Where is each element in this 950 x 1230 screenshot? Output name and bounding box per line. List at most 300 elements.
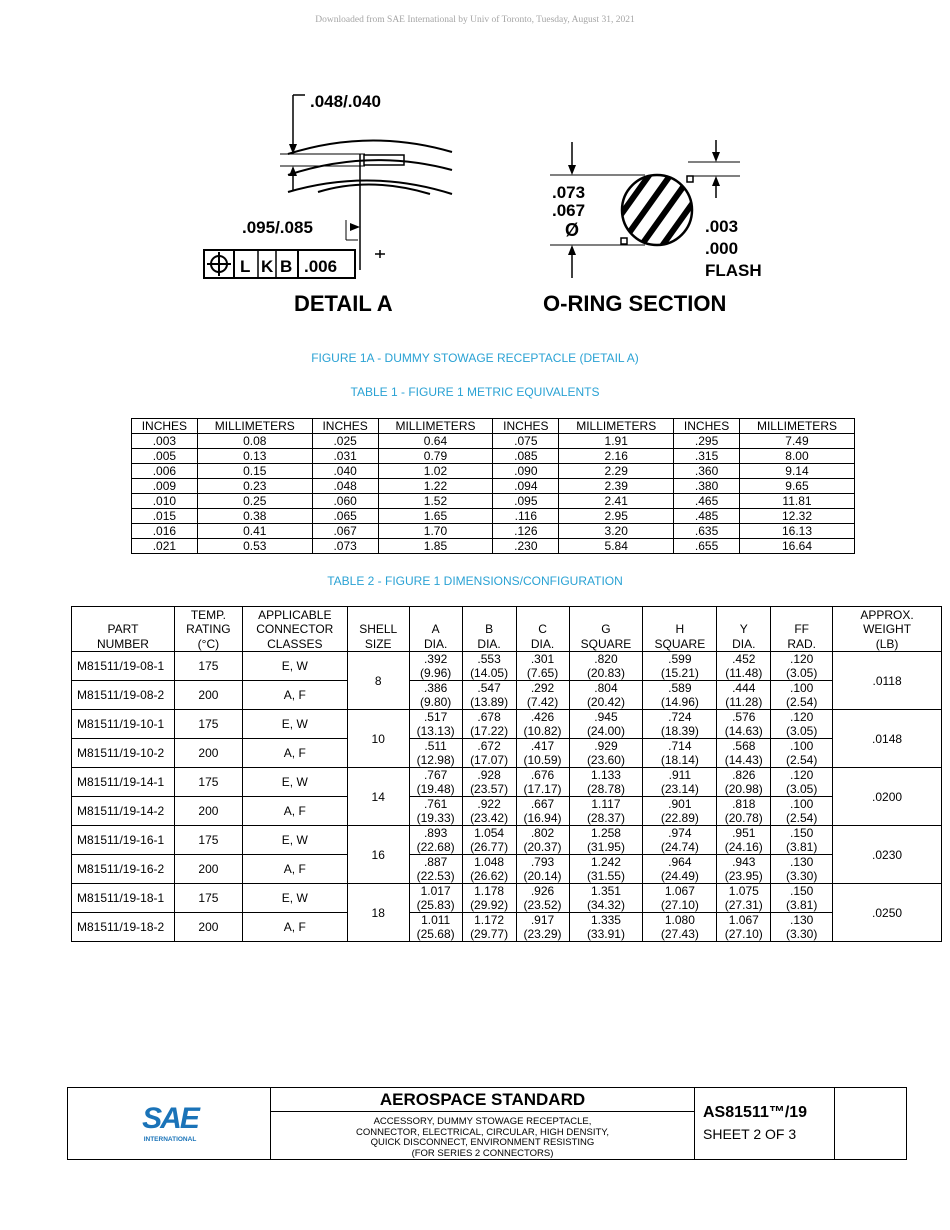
dimension-inches: 1.048 bbox=[474, 855, 505, 869]
table-cell: .116 bbox=[493, 509, 559, 524]
dimension-inches: .426 bbox=[530, 710, 555, 724]
dimension-mm: (17.17) bbox=[523, 782, 562, 796]
table-cell: .003 bbox=[132, 434, 198, 449]
dimension-mm: (26.62) bbox=[470, 869, 509, 883]
header-line: DIA. bbox=[423, 636, 448, 651]
dimension-mm: (3.05) bbox=[786, 782, 818, 796]
table-row bbox=[72, 710, 942, 739]
description-line: (FOR SERIES 2 CONNECTORS) bbox=[411, 1147, 554, 1159]
table-row bbox=[72, 826, 942, 855]
dimension-cell bbox=[409, 768, 462, 797]
fcf-datum-l: L bbox=[240, 257, 251, 276]
part-number-cell: M81511/19-16-2 bbox=[72, 855, 175, 884]
dimension-mm: (17.07) bbox=[470, 753, 509, 767]
oring-flash-label: FLASH bbox=[705, 261, 762, 280]
column-header bbox=[347, 607, 409, 652]
column-header: MILLIMETERS bbox=[739, 419, 854, 434]
dimension-mm: (23.57) bbox=[470, 782, 509, 796]
part-number-cell: M81511/19-14-2 bbox=[72, 797, 175, 826]
part-number-cell: M81511/19-18-2 bbox=[72, 913, 175, 942]
dimension-cell bbox=[771, 913, 833, 942]
column-header bbox=[833, 607, 942, 652]
dimension-inches: .667 bbox=[530, 797, 555, 811]
column-header bbox=[771, 607, 833, 652]
temp-rating-cell: 200 bbox=[174, 681, 242, 710]
header-line: APPLICABLE bbox=[258, 607, 332, 622]
sae-logo-subtext: INTERNATIONAL bbox=[143, 1136, 197, 1143]
dimension-inches: .893 bbox=[423, 826, 448, 840]
table-cell: 1.02 bbox=[378, 464, 493, 479]
dimension-mm: (25.68) bbox=[416, 927, 455, 941]
dimension-mm: (3.81) bbox=[786, 840, 818, 854]
dimension-cell bbox=[771, 797, 833, 826]
table-cell: .095 bbox=[493, 494, 559, 509]
table-cell: 3.20 bbox=[559, 524, 674, 539]
dimension-inches: .928 bbox=[477, 768, 501, 782]
connector-classes-cell: E, W bbox=[242, 652, 347, 681]
temp-rating-cell: 175 bbox=[174, 884, 242, 913]
dimension-mm: (28.37) bbox=[586, 811, 625, 825]
dimension-mm: (13.13) bbox=[416, 724, 455, 738]
table-row bbox=[72, 768, 942, 797]
table-cell: .040 bbox=[312, 464, 378, 479]
dimension-mm: (2.54) bbox=[786, 753, 818, 767]
table-cell: 1.91 bbox=[559, 434, 674, 449]
header-line: A bbox=[431, 622, 440, 636]
dim-top-label: .048/.040 bbox=[310, 92, 381, 111]
dimension-cell bbox=[516, 652, 569, 681]
dimension-mm: (34.32) bbox=[586, 898, 625, 912]
dimension-mm: (24.74) bbox=[660, 840, 699, 854]
table-cell: .315 bbox=[674, 449, 740, 464]
dimension-inches: .974 bbox=[668, 826, 692, 840]
header-line: G bbox=[601, 622, 611, 636]
weight-cell: .0200 bbox=[833, 768, 942, 826]
table-cell: 0.53 bbox=[197, 539, 312, 554]
dimension-mm: (23.52) bbox=[523, 898, 562, 912]
table-row bbox=[72, 652, 942, 681]
dimension-cell bbox=[462, 739, 516, 768]
dimension-inches: .826 bbox=[732, 768, 756, 782]
dimension-inches: .802 bbox=[530, 826, 555, 840]
table-cell: 0.15 bbox=[197, 464, 312, 479]
dimension-inches: .444 bbox=[732, 681, 756, 695]
table-cell: .655 bbox=[674, 539, 740, 554]
table-row bbox=[72, 884, 942, 913]
dimension-cell bbox=[569, 768, 643, 797]
dimension-inches: .120 bbox=[790, 710, 814, 724]
dimension-cell bbox=[462, 768, 516, 797]
part-number-cell: M81511/19-08-2 bbox=[72, 681, 175, 710]
table-row bbox=[72, 913, 942, 942]
dimension-inches: 1.133 bbox=[590, 768, 621, 782]
dimension-mm: (3.30) bbox=[786, 869, 818, 883]
part-number-cell: M81511/19-14-1 bbox=[72, 768, 175, 797]
table-cell: .073 bbox=[312, 539, 378, 554]
temp-rating-cell: 200 bbox=[174, 855, 242, 884]
dimension-cell bbox=[771, 739, 833, 768]
dimension-cell bbox=[462, 913, 516, 942]
dimension-cell bbox=[569, 855, 643, 884]
dimension-inches: .818 bbox=[732, 797, 756, 811]
header-line: SQUARE bbox=[580, 636, 632, 651]
part-number-cell: M81511/19-10-1 bbox=[72, 710, 175, 739]
dimension-cell bbox=[643, 710, 717, 739]
part-number-cell: M81511/19-16-1 bbox=[72, 826, 175, 855]
dimension-mm: (17.22) bbox=[470, 724, 509, 738]
dimension-inches: .676 bbox=[530, 768, 555, 782]
dimension-cell bbox=[643, 826, 717, 855]
table-cell: 2.16 bbox=[559, 449, 674, 464]
connector-classes-cell: A, F bbox=[242, 739, 347, 768]
header-line: DIA. bbox=[732, 636, 756, 651]
dimension-cell bbox=[771, 710, 833, 739]
dimension-cell bbox=[717, 652, 771, 681]
description-line: CONNECTOR, ELECTRICAL, CIRCULAR, HIGH DENSITY, bbox=[355, 1126, 610, 1138]
dimension-mm: (27.43) bbox=[660, 927, 699, 941]
column-header: INCHES bbox=[312, 419, 378, 434]
table-cell: 16.13 bbox=[739, 524, 854, 539]
dimension-mm: (10.59) bbox=[523, 753, 562, 767]
dimension-mm: (22.68) bbox=[416, 840, 455, 854]
header-line: CONNECTOR bbox=[256, 622, 334, 636]
dimension-inches: .911 bbox=[668, 768, 692, 782]
dimension-mm: (14.05) bbox=[470, 666, 509, 680]
dimension-inches: 1.117 bbox=[591, 797, 621, 811]
dimension-mm: (11.28) bbox=[725, 695, 763, 709]
arrow-head bbox=[712, 176, 720, 186]
dimension-mm: (27.10) bbox=[660, 898, 699, 912]
dimension-mm: (14.43) bbox=[724, 753, 763, 767]
column-header bbox=[462, 607, 516, 652]
header-line: Y bbox=[739, 622, 748, 636]
dimension-inches: .517 bbox=[423, 710, 448, 724]
dimension-mm: (10.82) bbox=[523, 724, 562, 738]
dimension-cell bbox=[409, 797, 462, 826]
table-row bbox=[132, 524, 855, 539]
dimension-inches: .714 bbox=[668, 739, 692, 753]
dimension-cell bbox=[516, 797, 569, 826]
arrow-head bbox=[289, 166, 297, 176]
dimension-inches: .120 bbox=[790, 768, 814, 782]
dimension-inches: 1.335 bbox=[590, 913, 621, 927]
temp-rating-cell: 200 bbox=[174, 797, 242, 826]
header-line: RATING bbox=[186, 622, 231, 636]
feature-control-frame bbox=[204, 250, 355, 278]
dimension-mm: (20.98) bbox=[724, 782, 763, 796]
header-line: DIA. bbox=[530, 636, 555, 651]
table-cell: .025 bbox=[312, 434, 378, 449]
dimension-cell bbox=[717, 913, 771, 942]
table-cell: 0.23 bbox=[197, 479, 312, 494]
dimension-inches: .767 bbox=[423, 768, 448, 782]
dimension-cell bbox=[409, 652, 462, 681]
table-cell: .021 bbox=[132, 539, 198, 554]
dimension-inches: .568 bbox=[732, 739, 756, 753]
dimension-cell bbox=[409, 855, 462, 884]
connector-classes-cell: E, W bbox=[242, 826, 347, 855]
temp-rating-cell: 200 bbox=[174, 913, 242, 942]
download-notice: Downloaded from SAE International by Univ of Toronto, Tuesday, August 31, 2021 bbox=[315, 15, 635, 25]
dimension-inches: 1.258 bbox=[590, 826, 621, 840]
dimension-inches: .761 bbox=[423, 797, 448, 811]
dimension-cell bbox=[569, 681, 643, 710]
table-cell: 0.13 bbox=[197, 449, 312, 464]
dimension-inches: .301 bbox=[530, 652, 555, 666]
dimension-cell bbox=[569, 884, 643, 913]
dimension-inches: 1.178 bbox=[474, 884, 505, 898]
table-cell: 1.70 bbox=[378, 524, 493, 539]
connector-classes-cell: A, F bbox=[242, 855, 347, 884]
column-header bbox=[717, 607, 771, 652]
fcf-datum-k: K bbox=[261, 257, 274, 276]
shell-size-cell: 16 bbox=[347, 826, 409, 884]
dimension-mm: (9.96) bbox=[419, 666, 452, 680]
sae-logo-text: SAE bbox=[142, 1102, 198, 1135]
dimension-inches: .547 bbox=[477, 681, 501, 695]
header-line: RAD. bbox=[787, 636, 817, 651]
dimension-mm: (20.14) bbox=[523, 869, 562, 883]
dimension-cell bbox=[717, 681, 771, 710]
header-line: SHELL bbox=[359, 622, 398, 636]
dimension-mm: (3.30) bbox=[786, 927, 818, 941]
dimension-inches: .964 bbox=[668, 855, 692, 869]
dimension-mm: (26.77) bbox=[470, 840, 509, 854]
dimension-mm: (13.89) bbox=[470, 695, 509, 709]
table-cell: .075 bbox=[493, 434, 559, 449]
dimension-inches: 1.172 bbox=[474, 913, 505, 927]
title-block bbox=[67, 1087, 907, 1160]
dimension-cell bbox=[516, 739, 569, 768]
detail-a-label: DETAIL A bbox=[294, 291, 393, 316]
header-line: NUMBER bbox=[96, 636, 149, 651]
header-line: DIA. bbox=[477, 636, 501, 651]
table-cell: 9.65 bbox=[739, 479, 854, 494]
sae-logo bbox=[68, 1088, 271, 1159]
dimension-cell bbox=[643, 652, 717, 681]
title-block-number bbox=[695, 1088, 835, 1159]
dimension-inches: .589 bbox=[668, 681, 692, 695]
dimension-mm: (14.96) bbox=[660, 695, 699, 709]
dimension-inches: .917 bbox=[530, 913, 555, 927]
dimension-cell bbox=[462, 826, 516, 855]
dimension-cell bbox=[569, 652, 643, 681]
dimension-mm: (9.80) bbox=[419, 695, 452, 709]
table-cell: 0.64 bbox=[378, 434, 493, 449]
dimension-inches: .386 bbox=[423, 681, 448, 695]
table-cell: 8.00 bbox=[739, 449, 854, 464]
dimension-inches: .100 bbox=[790, 797, 814, 811]
table-cell: 1.22 bbox=[378, 479, 493, 494]
detail-a-view bbox=[280, 95, 452, 270]
table-cell: .067 bbox=[312, 524, 378, 539]
column-header bbox=[643, 607, 717, 652]
dimension-cell bbox=[717, 855, 771, 884]
dimension-mm: (27.10) bbox=[724, 927, 763, 941]
dimension-mm: (28.78) bbox=[586, 782, 625, 796]
dimension-inches: .100 bbox=[790, 681, 814, 695]
dimension-inches: .793 bbox=[530, 855, 555, 869]
oring-dia-max: .073 bbox=[552, 183, 586, 202]
dimension-cell bbox=[717, 884, 771, 913]
dimension-cell bbox=[569, 739, 643, 768]
dimension-mm: (12.98) bbox=[416, 753, 455, 767]
dimension-cell bbox=[516, 913, 569, 942]
arrow-head bbox=[568, 245, 576, 255]
dimension-mm: (18.39) bbox=[660, 724, 699, 738]
dimension-mm: (15.21) bbox=[660, 666, 699, 680]
dimension-mm: (14.63) bbox=[724, 724, 763, 738]
dimension-inches: .511 bbox=[424, 739, 447, 753]
dimension-cell bbox=[771, 855, 833, 884]
dimension-mm: (27.31) bbox=[724, 898, 763, 912]
dimension-cell bbox=[569, 826, 643, 855]
table-cell: 0.25 bbox=[197, 494, 312, 509]
header-line: (LB) bbox=[875, 636, 899, 651]
connector-classes-cell: E, W bbox=[242, 710, 347, 739]
shell-size-cell: 10 bbox=[347, 710, 409, 768]
dimension-inches: .120 bbox=[790, 652, 814, 666]
dimension-cell bbox=[409, 710, 462, 739]
dimension-inches: 1.067 bbox=[664, 884, 695, 898]
table-cell: 0.41 bbox=[197, 524, 312, 539]
arrow-head bbox=[568, 165, 576, 175]
table-cell: 12.32 bbox=[739, 509, 854, 524]
arrow-head bbox=[712, 152, 720, 162]
dimension-cell bbox=[643, 768, 717, 797]
dimension-mm: (22.89) bbox=[660, 811, 699, 825]
description-line: QUICK DISCONNECT, ENVIRONMENT RESISTING bbox=[370, 1137, 595, 1148]
dimension-inches: .599 bbox=[668, 652, 692, 666]
table-cell: .005 bbox=[132, 449, 198, 464]
table-row bbox=[132, 449, 855, 464]
table2-caption: TABLE 2 - FIGURE 1 DIMENSIONS/CONFIGURATION bbox=[327, 574, 623, 588]
table-cell: 2.39 bbox=[559, 479, 674, 494]
dim-side-label: .095/.085 bbox=[242, 218, 313, 237]
column-header: INCHES bbox=[493, 419, 559, 434]
dimension-cell bbox=[569, 913, 643, 942]
dimension-cell bbox=[569, 710, 643, 739]
table-row bbox=[132, 539, 855, 554]
header-line: C bbox=[538, 622, 547, 636]
table-cell: 16.64 bbox=[739, 539, 854, 554]
dimension-cell bbox=[462, 652, 516, 681]
diameter-symbol: Ø bbox=[565, 220, 580, 240]
dimension-cell bbox=[462, 884, 516, 913]
temp-rating-cell: 175 bbox=[174, 710, 242, 739]
connector-classes-cell: E, W bbox=[242, 768, 347, 797]
dimension-inches: .130 bbox=[790, 855, 814, 869]
table-cell: .010 bbox=[132, 494, 198, 509]
dimension-cell bbox=[643, 884, 717, 913]
dimension-mm: (3.05) bbox=[786, 724, 818, 738]
dimension-mm: (33.91) bbox=[586, 927, 625, 941]
dimension-mm: (29.92) bbox=[470, 898, 509, 912]
dimension-mm: (19.48) bbox=[416, 782, 455, 796]
part-number-cell: M81511/19-10-2 bbox=[72, 739, 175, 768]
dimension-inches: .392 bbox=[423, 652, 448, 666]
table-header-row bbox=[132, 419, 855, 434]
header-line: APPROX. bbox=[860, 607, 914, 622]
column-header: INCHES bbox=[674, 419, 740, 434]
table-row bbox=[132, 464, 855, 479]
dimension-cell bbox=[516, 855, 569, 884]
dimension-mm: (3.81) bbox=[786, 898, 818, 912]
dimensions-table bbox=[71, 606, 942, 942]
dimension-mm: (20.37) bbox=[523, 840, 562, 854]
standard-heading: AEROSPACE STANDARD bbox=[271, 1088, 694, 1112]
column-header bbox=[174, 607, 242, 652]
dimension-mm: (22.53) bbox=[416, 869, 455, 883]
dimension-mm: (25.83) bbox=[416, 898, 455, 912]
shell-size-cell: 14 bbox=[347, 768, 409, 826]
table-cell: 1.52 bbox=[378, 494, 493, 509]
oring-flash-min: .000 bbox=[705, 239, 739, 258]
dimension-mm: (24.00) bbox=[586, 724, 625, 738]
title-block-blank bbox=[835, 1088, 906, 1159]
dimension-inches: 1.017 bbox=[420, 884, 451, 898]
dimension-inches: .672 bbox=[477, 739, 501, 753]
table-cell: .009 bbox=[132, 479, 198, 494]
dimension-cell bbox=[771, 768, 833, 797]
dimension-cell bbox=[643, 739, 717, 768]
dimension-inches: .724 bbox=[668, 710, 692, 724]
dimension-mm: (31.55) bbox=[586, 869, 625, 883]
column-header bbox=[516, 607, 569, 652]
weight-cell: .0148 bbox=[833, 710, 942, 768]
weight-cell: .0118 bbox=[833, 652, 942, 710]
fcf-datum-b: B bbox=[280, 257, 293, 276]
temp-rating-cell: 175 bbox=[174, 652, 242, 681]
dimension-inches: 1.075 bbox=[728, 884, 759, 898]
dimension-mm: (31.95) bbox=[586, 840, 625, 854]
table-row bbox=[72, 797, 942, 826]
dimension-mm: (11.48) bbox=[725, 666, 763, 680]
column-header: INCHES bbox=[132, 419, 198, 434]
temp-rating-cell: 200 bbox=[174, 739, 242, 768]
table-cell: .060 bbox=[312, 494, 378, 509]
connector-classes-cell: E, W bbox=[242, 884, 347, 913]
dimension-inches: 1.067 bbox=[728, 913, 759, 927]
weight-cell: .0230 bbox=[833, 826, 942, 884]
dimension-cell bbox=[462, 710, 516, 739]
column-header: MILLIMETERS bbox=[559, 419, 674, 434]
dimension-cell bbox=[643, 855, 717, 884]
dimension-inches: 1.080 bbox=[664, 913, 695, 927]
dimension-inches: .452 bbox=[732, 652, 756, 666]
table-cell: .635 bbox=[674, 524, 740, 539]
header-line: B bbox=[485, 622, 494, 636]
table-cell: .295 bbox=[674, 434, 740, 449]
dimension-cell bbox=[462, 797, 516, 826]
table-cell: 11.81 bbox=[739, 494, 854, 509]
part-number-cell: M81511/19-18-1 bbox=[72, 884, 175, 913]
table-cell: .090 bbox=[493, 464, 559, 479]
header-line: TEMP. bbox=[190, 607, 226, 622]
dimension-inches: .150 bbox=[790, 884, 814, 898]
dimension-mm: (20.78) bbox=[724, 811, 763, 825]
dimension-mm: (2.54) bbox=[786, 695, 818, 709]
dimension-cell bbox=[409, 739, 462, 768]
figure-drawing bbox=[190, 80, 790, 325]
dimension-mm: (23.60) bbox=[586, 753, 625, 767]
dimension-cell bbox=[569, 797, 643, 826]
table-cell: .006 bbox=[132, 464, 198, 479]
dimension-mm: (24.16) bbox=[724, 840, 763, 854]
header-line: H bbox=[675, 622, 685, 636]
dimension-cell bbox=[771, 884, 833, 913]
dimension-cell bbox=[409, 681, 462, 710]
